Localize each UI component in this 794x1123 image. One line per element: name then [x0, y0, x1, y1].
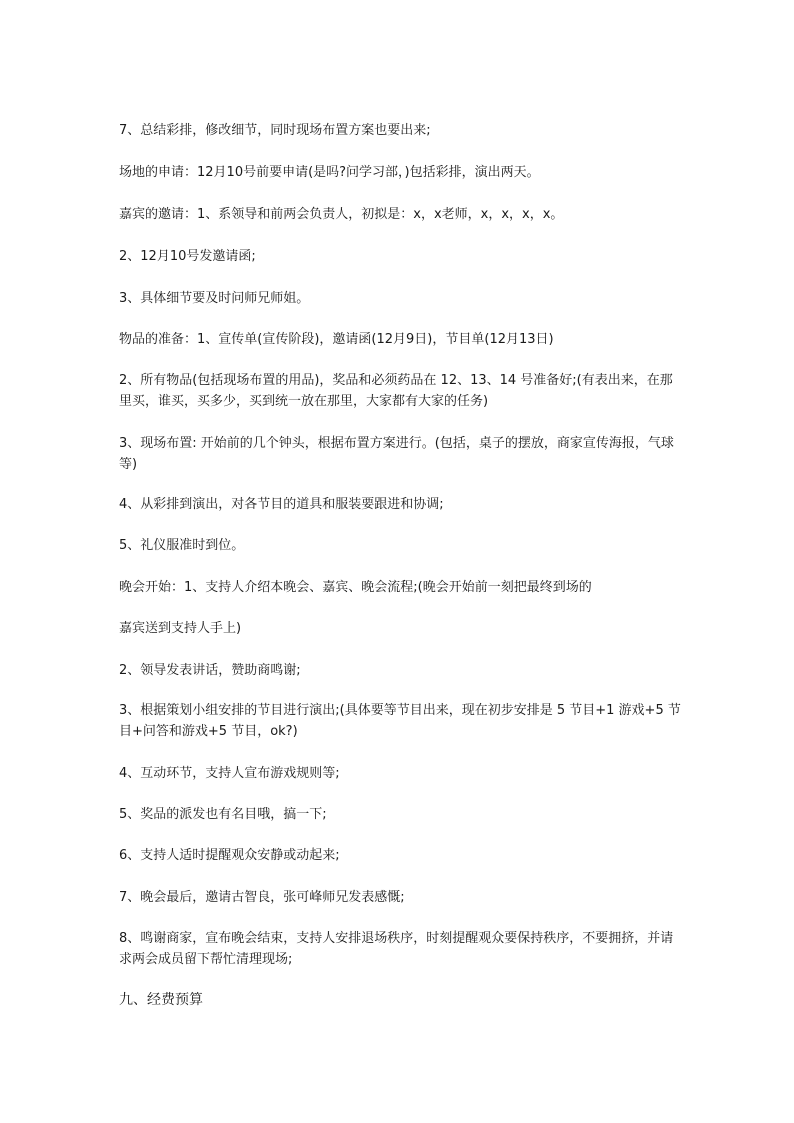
paragraph-prize-distribution: 5、奖品的派发也有名目哦，搞一下; [119, 807, 327, 822]
paragraph-audience-reminder: 6、支持人适时提醒观众安静或动起来; [119, 848, 340, 863]
paragraph-venue-setup: 3、现场布置: 开始前的几个钟头，根据布置方案进行。(包括，桌子的摆放，商家宣传海报，气球等) [119, 436, 674, 472]
paragraph-ask-seniors: 3、具体细节要及时问师兄师姐。 [119, 291, 310, 306]
paragraph-rehearsal-summary: 7、总结彩排，修改细节，同时现场布置方案也要出来; [119, 123, 431, 138]
paragraph-gala-start: 晚会开始：1、支持人介绍本晚会、嘉宾、晚会流程;(晚会开始前一刻把最终到场的 [119, 580, 592, 595]
section-heading-budget: 九、经费预算 [119, 992, 203, 1008]
paragraph-props-costumes: 4、从彩排到演出，对各节目的道具和服装要跟进和协调; [119, 497, 444, 512]
paragraph-guest-invitation: 嘉宾的邀请：1、系领导和前两会负责人，初拟是：x，x老师，x，x，x，x。 [119, 207, 564, 222]
paragraph-send-invitations: 2、12月10号发邀请函; [119, 249, 256, 264]
paragraph-leader-speech: 2、领导发表讲话，赞助商鸣谢; [119, 663, 301, 678]
paragraph-gala-start-continued: 嘉宾送到支持人手上) [119, 621, 242, 636]
paragraph-thanks-ending: 8、鸣谢商家，宣布晚会结束，支持人安排退场秩序，时刻提醒观众要保持秩序，不要拥挤，并请求两会成员留下帮忙清理现场; [119, 931, 674, 967]
paragraph-etiquette: 5、礼仪服准时到位。 [119, 538, 245, 553]
paragraph-interactive-session: 4、互动环节，支持人宣布游戏规则等; [119, 766, 340, 781]
paragraph-program-performance: 3、根据策划小组安排的节目进行演出;(具体要等节目出来，现在初步安排是 5 节目+1 游戏+5 节目+问答和游戏+5 节目，ok?) [119, 703, 681, 739]
paragraph-closing-invitation: 7、晚会最后，邀请古智良，张可峰师兄发表感慨; [119, 890, 405, 905]
paragraph-venue-application: 场地的申请：12月10号前要申请(是吗?问学习部，)包括彩排，演出两天。 [119, 165, 540, 180]
paragraph-all-items: 2、所有物品(包括现场布置的用品)，奖品和必须药品在 12、13、14 号准备好;(有表出来，在那里买，谁买，买多少，买到统一放在那里，大家都有大家的任务) [119, 373, 673, 409]
paragraph-item-preparation: 物品的准备：1、宣传单(宣传阶段)，邀请函(12月9日)，节目单(12月13日) [119, 332, 554, 347]
